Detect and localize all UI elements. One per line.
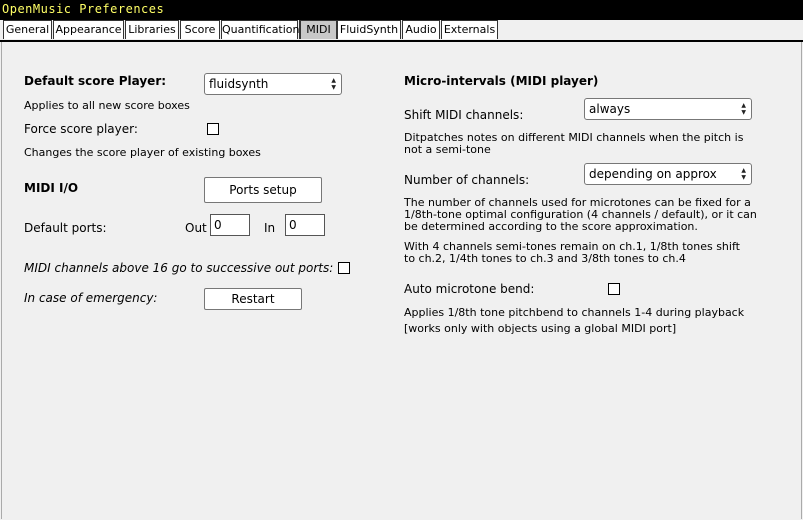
- restart-button[interactable]: Restart: [204, 288, 302, 310]
- title-bar: [0, 0, 803, 20]
- select-arrows-icon: ▲ ▼: [331, 77, 336, 91]
- tab-audio[interactable]: Audio: [402, 20, 440, 39]
- four-channels-note: With 4 channels semi-tones remain on ch.1, 1/8th tones shift to ch.2, 1/4th tones to ch.3 and 3/8th tones to ch.4: [404, 240, 740, 265]
- in-port-input[interactable]: 0: [285, 214, 325, 236]
- default-player-label: Default score Player:: [24, 74, 167, 88]
- default-player-select[interactable]: [204, 73, 342, 95]
- default-player-note: Applies to all new score boxes: [24, 99, 190, 112]
- auto-bend-checkbox[interactable]: [608, 283, 620, 295]
- tab-fluidsynth[interactable]: FluidSynth: [337, 20, 401, 39]
- out-port-label: Out: [185, 221, 207, 235]
- auto-bend-label: Auto microtone bend:: [404, 282, 535, 296]
- channels-above-16-checkbox[interactable]: [338, 262, 350, 274]
- auto-bend-note-1: Applies 1/8th tone pitchbend to channels 1-4 during playback: [404, 306, 745, 319]
- force-player-note: Changes the score player of existing boxes: [24, 146, 261, 159]
- shift-channels-note: Ditpatches notes on different MIDI channels when the pitch is not a semi-tone: [404, 131, 744, 156]
- tab-appearance[interactable]: Appearance: [53, 20, 124, 39]
- default-ports-label: Default ports:: [24, 221, 107, 235]
- tab-bar: [0, 20, 803, 42]
- force-player-label: Force score player:: [24, 122, 138, 136]
- window-title: OpenMusic Preferences: [2, 2, 165, 16]
- tab-midi[interactable]: MIDI: [299, 20, 338, 39]
- midi-preferences-panel: [1, 42, 802, 519]
- tab-quantification[interactable]: Quantification: [221, 20, 298, 39]
- select-arrows-icon: ▲ ▼: [741, 102, 746, 116]
- micro-intervals-title: Micro-intervals (MIDI player): [404, 74, 599, 88]
- shift-channels-select[interactable]: [584, 98, 752, 120]
- default-player-value: fluidsynth: [209, 77, 269, 91]
- tab-externals[interactable]: Externals: [441, 20, 498, 39]
- num-channels-note: The number of channels used for microtones can be fixed for a 1/8th-tone optimal configuration (4 channels / default), or it can be determined according to the score approximation.: [404, 196, 757, 233]
- midi-io-label: MIDI I/O: [24, 181, 79, 195]
- tab-libraries[interactable]: Libraries: [125, 20, 179, 39]
- select-arrows-icon: ▲ ▼: [741, 167, 746, 181]
- num-channels-label: Number of channels:: [404, 173, 530, 187]
- tab-score[interactable]: Score: [180, 20, 220, 39]
- force-player-checkbox[interactable]: [207, 123, 219, 135]
- channels-above-16-label: MIDI channels above 16 go to successive out ports:: [24, 261, 334, 275]
- num-channels-select[interactable]: [584, 163, 752, 185]
- tab-general[interactable]: General: [3, 20, 52, 39]
- in-port-label: In: [264, 221, 276, 235]
- emergency-label: In case of emergency:: [24, 291, 158, 305]
- ports-setup-button[interactable]: Ports setup: [204, 177, 322, 203]
- num-channels-value: depending on approx: [589, 167, 717, 181]
- shift-channels-label: Shift MIDI channels:: [404, 108, 524, 122]
- out-port-input[interactable]: 0: [210, 214, 250, 236]
- shift-channels-value: always: [589, 102, 631, 116]
- auto-bend-note-2: [works only with objects using a global MIDI port]: [404, 322, 677, 335]
